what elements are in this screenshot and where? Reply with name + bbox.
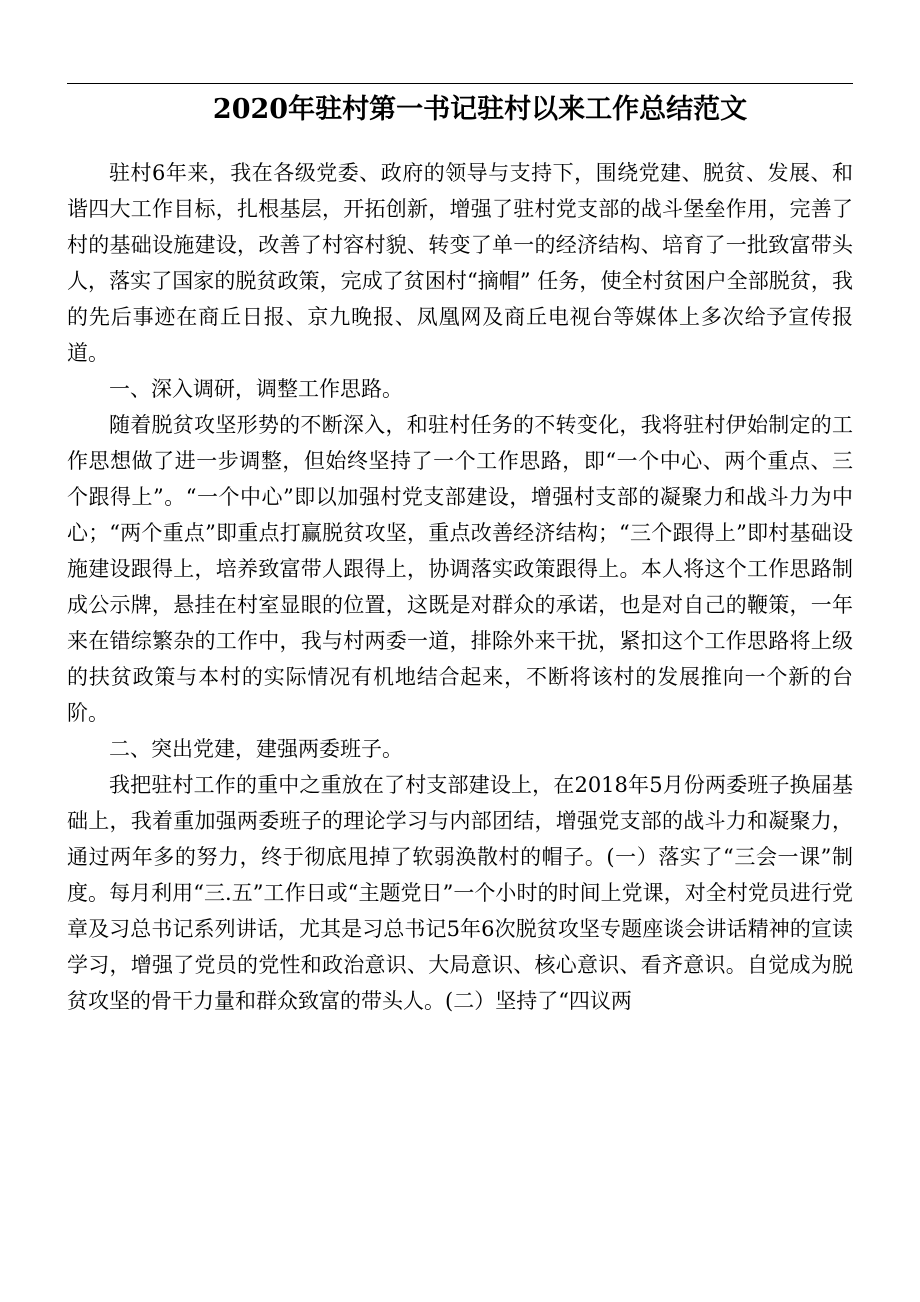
document-title: 2020年驻村第一书记驻村以来工作总结范文 bbox=[212, 94, 748, 125]
section-heading-1: 一、深入调研，调整工作思路。 bbox=[109, 377, 403, 401]
document-body bbox=[67, 155, 853, 1019]
paragraph-section-2: 我把驻村工作的重中之重放在了村支部建设上，在2018年5月份两委班子换届基础上，我着重加强两委班子的理论学习与内部团结，增强党支部的战斗力和凝聚力，通过两年多的努力，终于彻底甩掉了软弱涣散村的帽子。(一）落实了“三会一课”制度。每月利用“三.五”工作日或“主题党日”一个小时的时间上党课，对全村党员进行党章及习总书记系列讲话，尤其是习总书记5年6次脱贫攻坚专题座谈会讲话精神的宣读学习，增强了党员的党性和政治意识、大局意识、核心意识、看齐意识。自觉成为脱贫攻坚的骨干力量和群众致富的带头人。(二）坚持了“四议两 bbox=[67, 773, 853, 1013]
header-rule bbox=[67, 83, 853, 84]
paragraph-intro: 驻村6年来，我在各级党委、政府的领导与支持下，围绕党建、脱贫、发展、和谐四大工作目标，扎根基层，开拓创新，增强了驻村党支部的战斗堡垒作用，完善了村的基础设施建设，改善了村容村貌、转变了单一的经济结构、培育了一批致富带头人，落实了国家的脱贫政策，完成了贫困村“摘帽” 任务，使全村贫困户全部脱贫，我的先后事迹在商丘日报、京九晚报、凤凰网及商丘电视台等媒体上多次给予宣传报道。 bbox=[67, 161, 853, 365]
paragraph-section-1: 随着脱贫攻坚形势的不断深入，和驻村任务的不转变化，我将驻村伊始制定的工作思想做了进一步调整，但始终坚持了一个工作思路，即“一个中心、两个重点、三个跟得上”。“一个中心”即以加强村党支部建设，增强村支部的凝聚力和战斗力为中心；“两个重点”即重点打赢脱贫攻坚，重点改善经济结构；“三个跟得上”即村基础设施建设跟得上，培养致富带人跟得上，协调落实政策跟得上。本人将这个工作思路制成公示牌，悬挂在村室显眼的位置，这既是对群众的承诺，也是对自己的鞭策，一年来在错综繁杂的工作中，我与村两委一道，排除外来干扰，紧扣这个工作思路将上级的扶贫政策与本村的实际情况有机地结合起来，不断将该村的发展推向一个新的台阶。 bbox=[67, 413, 853, 725]
section-heading-2: 二、突出党建，建强两委班子。 bbox=[109, 737, 403, 761]
